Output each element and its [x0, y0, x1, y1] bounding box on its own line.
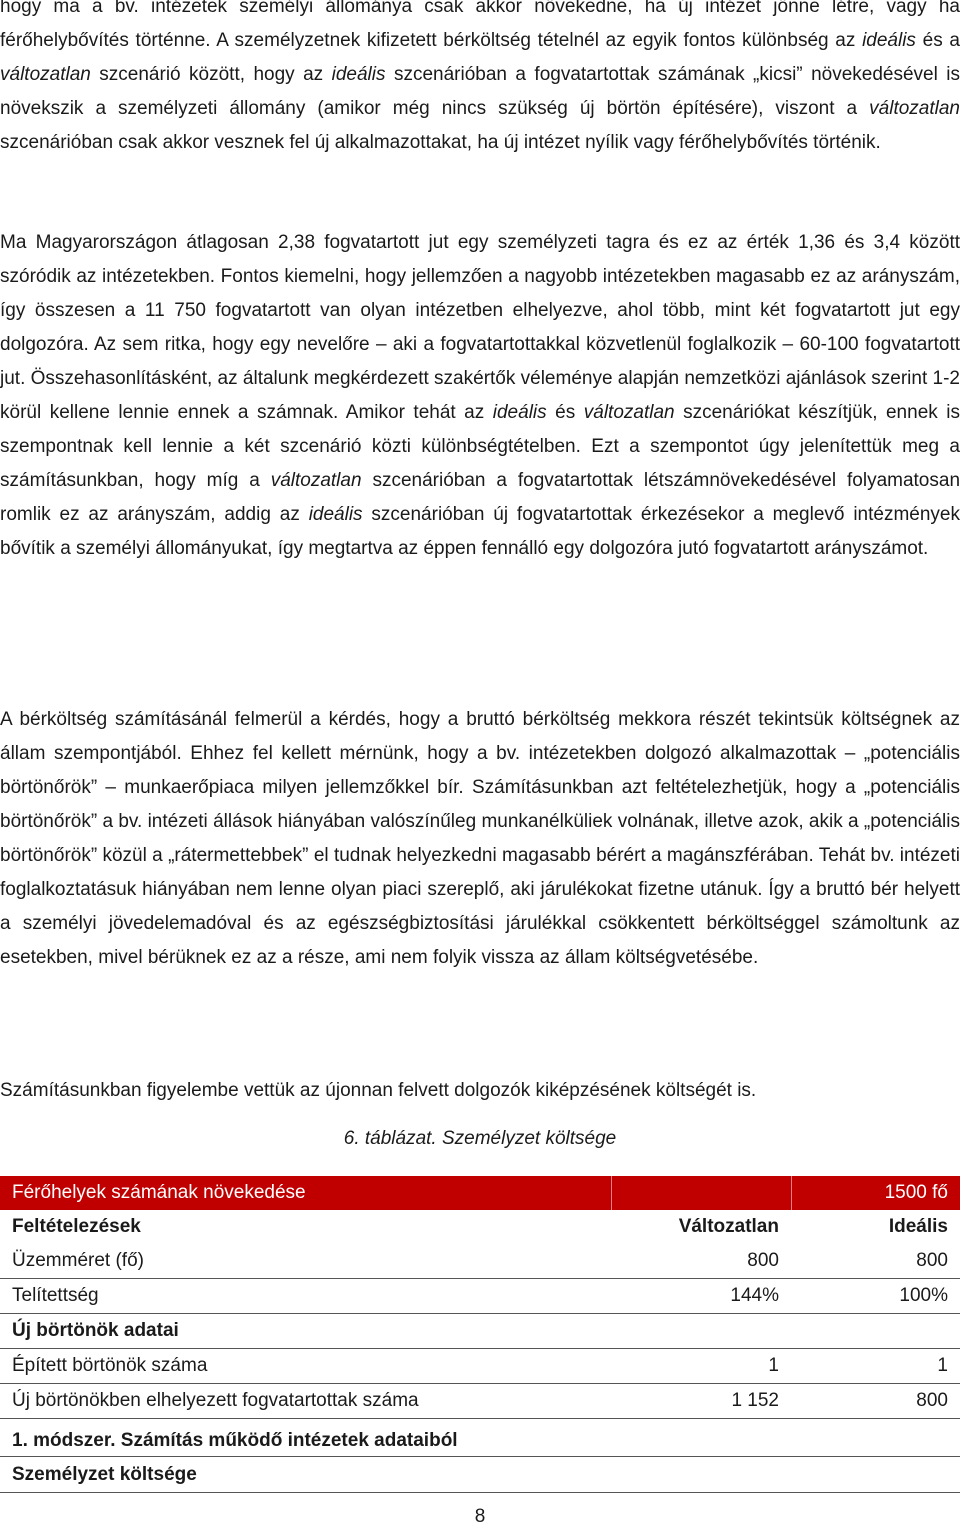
text-run: szcenárióban csak akkor vesznek fel új alkalmazottakat, ha új intézet nyílik vagy férőhelybővítés történik.	[0, 132, 881, 153]
table-caption: 6. táblázat. Személyzet költsége	[343, 1128, 617, 1149]
text-run: szcenáriókat készítjük, ennek is szempontnak kell lennie a két szcenárió közti különbségtételben. Ezt a szempontot úgy jelenítettük meg a számításunkban, hogy míg a	[0, 402, 960, 491]
table-row	[0, 1244, 960, 1279]
text-run: szcenárióban új fogvatartottak érkezésekor a meglevő intézmények bővítik a személyi állományukat, így megtartva az éppen fennálló egy dolgozóra jutó fogvatartott arányszámot.	[0, 504, 960, 559]
divider	[0, 1456, 960, 1457]
table-assumptions-row	[0, 1210, 960, 1244]
row-value-unchanged: 144%	[611, 1279, 791, 1314]
italic-term: ideális	[308, 504, 363, 525]
row-value-ideal: 1	[791, 1349, 960, 1384]
row-value-ideal: 800	[791, 1384, 960, 1419]
italic-term: változatlan	[869, 98, 960, 119]
column-header-unchanged: Változatlan	[678, 1216, 779, 1237]
italic-term: változatlan	[583, 402, 675, 423]
row-value-ideal: 800	[791, 1244, 960, 1279]
header-spacer	[611, 1176, 791, 1210]
header-value: 1500 fő	[791, 1176, 960, 1210]
italic-term: ideális	[331, 64, 386, 85]
staff-cost-label: Személyzet költsége	[12, 1464, 197, 1485]
paragraph-staff-scenarios	[0, 0, 960, 160]
method-label: 1. módszer. Számítás működő intézetek adataiból	[12, 1430, 458, 1451]
row-value-ideal: 100%	[791, 1279, 960, 1314]
paragraph-training-cost: Számításunkban figyelembe vettük az újonnan felvett dolgozók kiképzésének költségét is.	[0, 1080, 757, 1101]
column-header-ideal: Ideális	[888, 1216, 948, 1237]
italic-term: változatlan	[0, 64, 91, 85]
section-label: Új börtönök adatai	[0, 1314, 960, 1349]
staff-cost-table	[0, 1176, 960, 1419]
row-label: Telítettség	[0, 1279, 611, 1314]
table-header-row	[0, 1176, 960, 1210]
row-value-unchanged: 1	[611, 1349, 791, 1384]
row-label: Épített börtönök száma	[0, 1349, 611, 1384]
page-number: 8	[474, 1506, 486, 1527]
italic-term: ideális	[492, 402, 547, 423]
row-label: Üzemméret (fő)	[0, 1244, 611, 1279]
divider	[0, 1492, 960, 1493]
text-run: szcenárió között, hogy az	[90, 64, 332, 85]
text-run: és	[546, 402, 584, 423]
row-value-unchanged: 1 152	[611, 1384, 791, 1419]
header-label: Férőhelyek számának növekedése	[0, 1176, 611, 1210]
row-value-unchanged: 800	[611, 1244, 791, 1279]
table-row	[0, 1384, 960, 1419]
row-label: Új börtönökben elhelyezett fogvatartottak száma	[0, 1384, 611, 1419]
text-run: és a	[915, 30, 960, 51]
paragraph-wage-cost: A bérköltség számításánál felmerül a kérdés, hogy a bruttó bérköltség mekkora részét tekintsük költségnek az állam szempontjából. Ehhez fel kellett mérnünk, hogy a bv. intézetekben dolgozó alkalmazottak – „potenciális börtönőrök” – munkaerőpiaca milyen jellemzőkkel bír. Számításunkban azt feltételezhetjük, hogy a „potenciális börtönőrök” a bv. intézeti állások hiányában valószínűleg munkanélküliek volnának, illetve azok, akik a „potenciális börtönőrök” közül a „rátermettebbek” el tudnak helyezkedni magasabb bérért a magánszférában. Tehát bv. intézeti foglalkoztatásuk hiányában nem lenne olyan piaci szereplő, aki járulékokat fizetne utánuk. Így a bruttó bér helyett a személyi jövedelemadóval és az egészségbiztosítási járulékkal csökkentett bérköltséggel számoltunk az esetekben, mivel bérüknek ez az a része, ami nem folyik vissza az állam költségvetésébe.	[0, 709, 960, 968]
italic-term: ideális	[862, 30, 916, 51]
text-run: szcenárióban a fogvatartottak létszámnövekedésével folyamatosan romlik ez az arányszám, addig az	[0, 470, 960, 525]
italic-term: változatlan	[270, 470, 362, 491]
text-run: hogy ma a bv. intézetek személyi állománya csak akkor növekedne, ha új intézet jönne létre, vagy ha férőhelybővítés történne. A személyzetnek kifizetett bérköltség tételnél az egyik fontos különbség az	[0, 0, 960, 51]
table-section-row	[0, 1314, 960, 1349]
paragraph-staff-ratio	[0, 226, 960, 566]
table-row	[0, 1349, 960, 1384]
assumptions-label: Feltételezések	[12, 1216, 141, 1237]
text-run: szcenárióban a fogvatartottak számának „kicsi” növekedésével is növekszik a személyzeti állomány (amikor még nincs szükség új börtön építésére), viszont a	[0, 64, 960, 119]
text-run: Ma Magyarországon átlagosan 2,38 fogvatartott jut egy személyzeti tagra és ez az érték 1,36 és 3,4 között szóródik az intézetekben. Fontos kiemelni, hogy jellemzően a nagyobb intézetekben magasabb ez az arányszám, így összesen a 11 750 fogvatartott van olyan intézetben elhelyezve, ahol több, mint két fogvatartott jut egy dolgozóra. Az sem ritka, hogy egy nevelőre – aki a fogvatartottakkal közvetlenül foglalkozik – 60-100 fogvatartott jut. Összehasonlításként, az általunk megkérdezett szakértők véleménye alapján nemzetközi ajánlások szerint 1-2 körül kellene lennie ennek a számnak. Amikor tehát az	[0, 232, 960, 423]
table-row	[0, 1279, 960, 1314]
